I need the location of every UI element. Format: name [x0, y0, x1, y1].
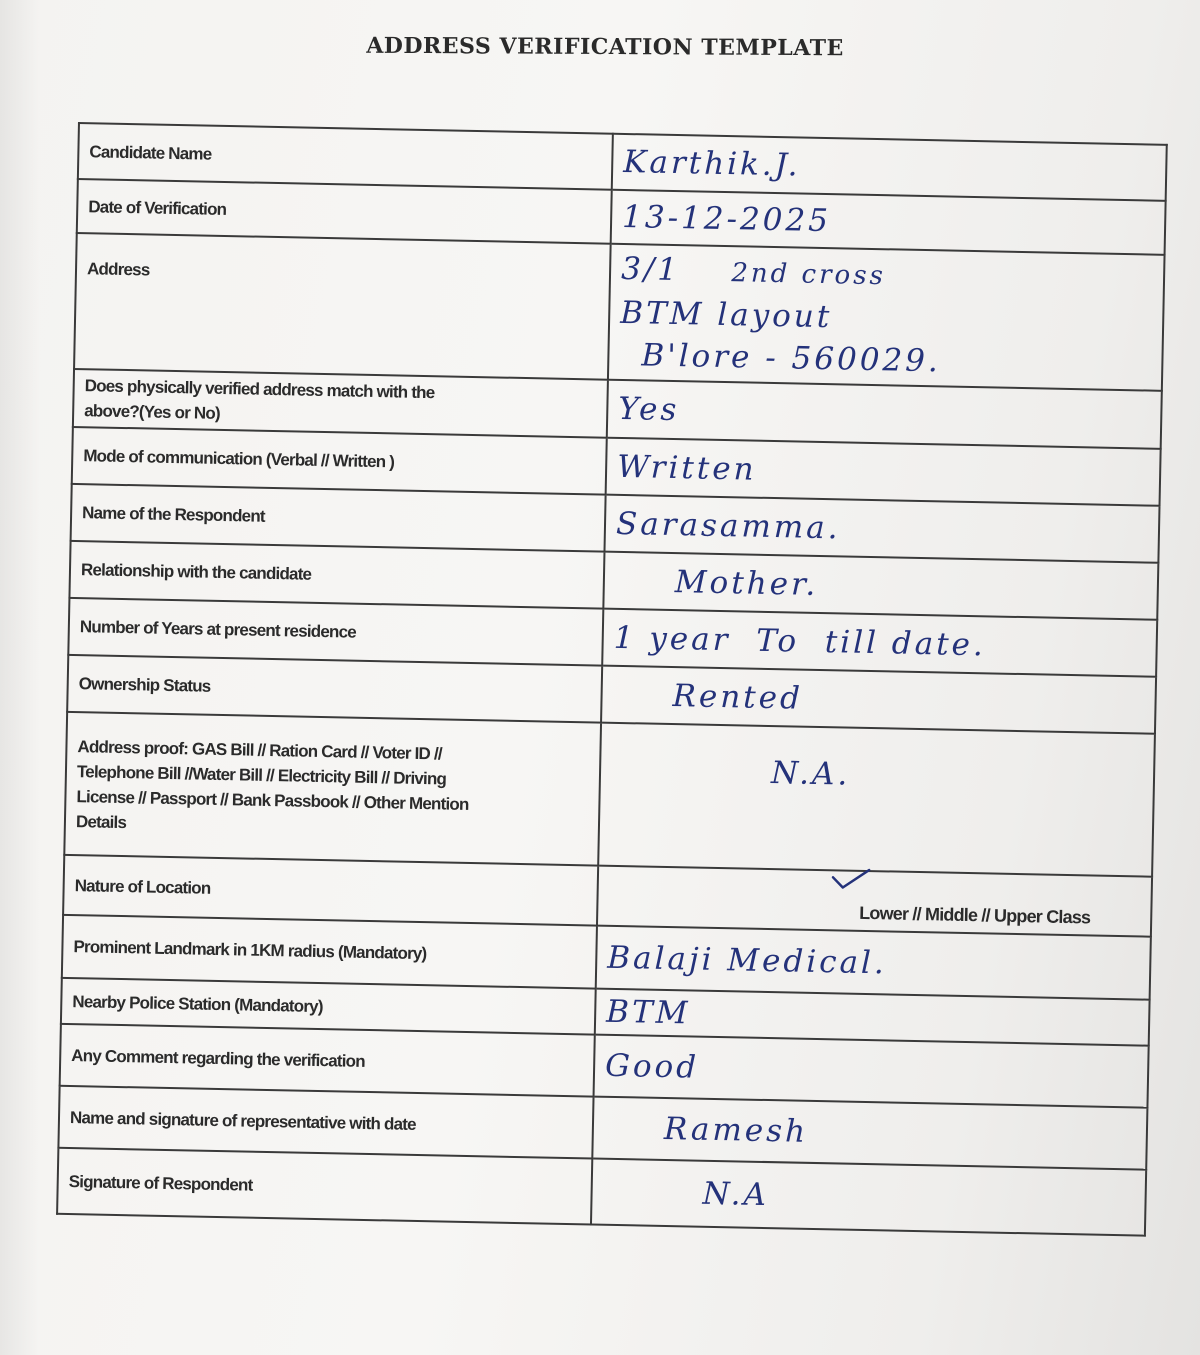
- field-label: Mode of communication (Verbal // Written ): [72, 427, 607, 495]
- table-row: [64, 712, 1155, 877]
- address-match-value: Yes: [607, 380, 1162, 449]
- check-mark-icon: [831, 867, 871, 890]
- comment-value: Good: [594, 1035, 1149, 1108]
- verification-date-value: 13-12-2025: [611, 190, 1166, 255]
- document-title: ADDRESS VERIFICATION TEMPLATE: [366, 32, 844, 62]
- verification-form-table: [56, 122, 1168, 1237]
- address-line: 2nd cross: [731, 258, 887, 292]
- communication-mode-value: Written: [606, 438, 1161, 506]
- police-station-value: BTM: [595, 989, 1150, 1046]
- field-label-line: above?(Yes or No): [84, 401, 221, 423]
- respondent-signature-value: N.A: [591, 1159, 1146, 1236]
- respondent-name-value: Sarasamma.: [604, 495, 1159, 563]
- field-label-line: License // Passport // Bank Passbook // Other Mention: [76, 786, 469, 814]
- field-label: Name and signature of representative with date: [58, 1086, 593, 1159]
- location-class-options: Lower // Middle // Upper Class: [859, 902, 1091, 928]
- field-label: Name of the Respondent: [71, 484, 606, 552]
- address-value: [608, 244, 1165, 391]
- field-label: Date of Verification: [77, 179, 612, 244]
- field-label: Prominent Landmark in 1KM radius (Mandatory): [62, 915, 597, 989]
- landmark-value: Balaji Medical.: [596, 926, 1151, 1000]
- representative-signature-value: Ramesh: [592, 1097, 1147, 1170]
- field-label: Signature of Respondent: [57, 1148, 592, 1225]
- field-label: Any Comment regarding the verification: [60, 1024, 595, 1097]
- field-label-line: Details: [75, 811, 127, 832]
- location-class-cell: [597, 866, 1152, 937]
- field-label: Candidate Name: [78, 123, 613, 190]
- page-shadow: [0, 0, 40, 1355]
- address-line: 3/1: [620, 250, 681, 289]
- address-line: B'lore - 560029.: [641, 337, 942, 380]
- field-label-line: Address proof: GAS Bill // Ration Card // Voter ID //: [77, 736, 442, 763]
- ownership-status-value: Rented: [601, 666, 1156, 734]
- field-label: Number of Years at present residence: [68, 598, 603, 666]
- field-label: Nature of Location: [63, 855, 598, 926]
- address-proof-value: N.A.: [598, 723, 1155, 877]
- table-row: [74, 233, 1165, 391]
- field-label: Nearby Police Station (Mandatory): [61, 978, 596, 1035]
- field-label: [64, 712, 601, 866]
- field-label-line: Does physically verified address match with the: [84, 376, 435, 403]
- field-label: Relationship with the candidate: [69, 541, 604, 609]
- years-at-residence-value: 1 year To till date.: [602, 609, 1157, 677]
- relationship-value: Mother.: [603, 552, 1158, 620]
- field-label: Ownership Status: [67, 655, 602, 723]
- field-label: [73, 369, 608, 438]
- field-label-line: Telephone Bill //Water Bill // Electricity Bill // Driving: [76, 761, 447, 789]
- address-line: BTM layout: [619, 294, 833, 336]
- field-label: Address: [74, 233, 611, 380]
- candidate-name-value: Karthik.J.: [612, 134, 1167, 201]
